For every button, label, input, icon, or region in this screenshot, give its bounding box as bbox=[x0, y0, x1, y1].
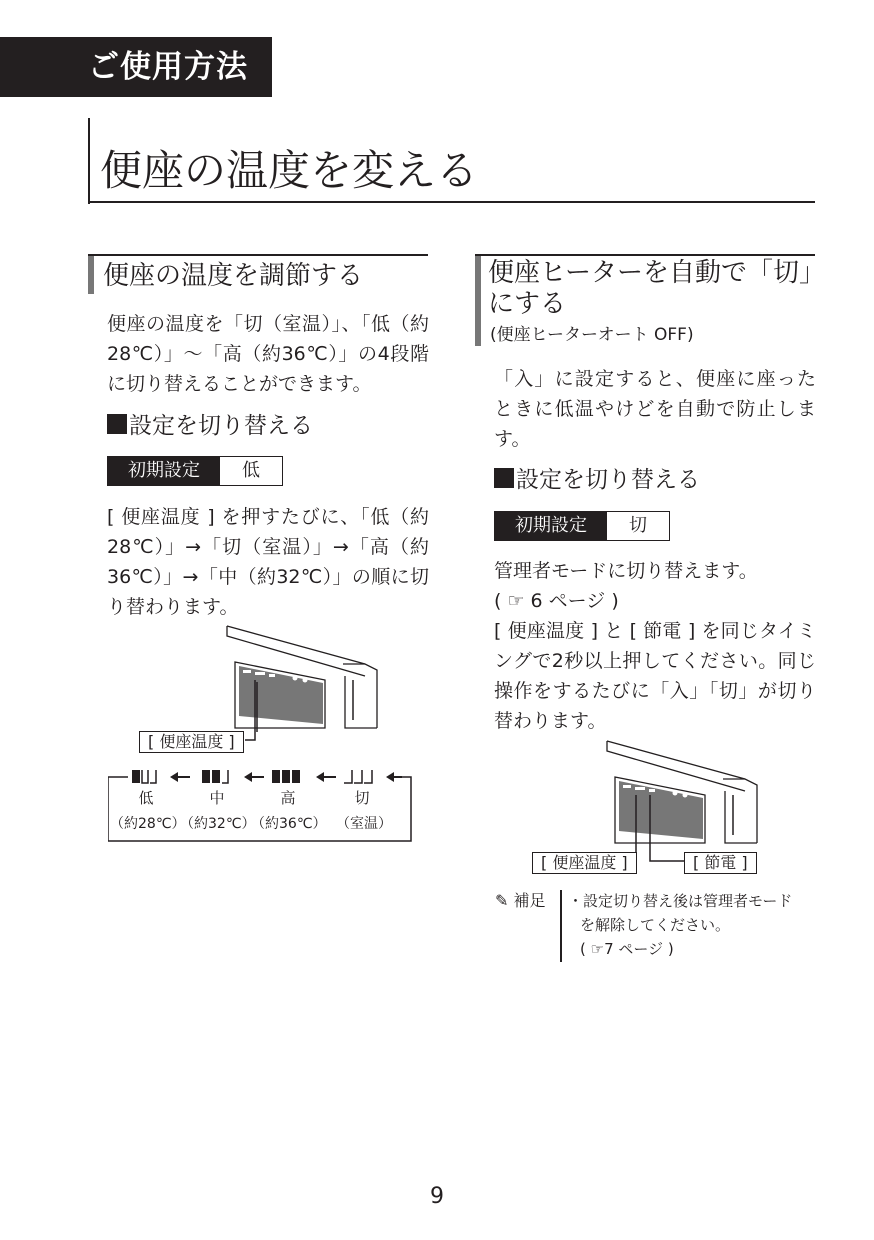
initial-setting-label: 初期設定 bbox=[108, 457, 220, 485]
level-temp-high: （約36℃） bbox=[251, 816, 327, 832]
note bbox=[495, 890, 546, 912]
right-subheading-text: 設定を切り替える bbox=[516, 467, 700, 493]
left-heading-rule bbox=[88, 254, 428, 256]
square-bullet-icon bbox=[107, 414, 127, 434]
left-subheading-text: 設定を切り替える bbox=[129, 413, 313, 439]
pencil-icon: ✎ bbox=[495, 891, 509, 910]
initial-setting-value: 切 bbox=[629, 515, 647, 536]
left-section-heading: 便座の温度を調節する bbox=[103, 261, 364, 291]
seat-temp-button-label: [ 便座温度 ] bbox=[139, 731, 244, 753]
arrow-left-icon bbox=[244, 772, 264, 782]
level-temp-low: （約28℃） bbox=[110, 816, 186, 832]
right-heading-bar bbox=[475, 256, 481, 346]
left-intro-text: 便座の温度を「切（室温）」、「低（約28℃）」～「高（約36℃）」の4段階に切り替えることができます。 bbox=[107, 313, 429, 395]
right-initial-setting bbox=[494, 511, 670, 541]
level-name-low: 低 bbox=[138, 789, 154, 807]
right-body-line1: 管理者モードに切り替えます。 bbox=[494, 560, 758, 582]
left-initial-setting bbox=[107, 456, 283, 486]
level-indicator-low bbox=[132, 770, 156, 783]
arrow-left-icon bbox=[386, 772, 402, 782]
note-ref: ( ☞7 ページ ) bbox=[580, 940, 674, 958]
note-line-1: ・設定切り替え後は管理者モード bbox=[568, 892, 793, 910]
arrow-left-icon bbox=[170, 772, 190, 782]
level-name-off: 切 bbox=[354, 789, 370, 807]
arrow-left-icon bbox=[316, 772, 336, 782]
level-name-mid: 中 bbox=[209, 789, 225, 807]
right-subheading bbox=[494, 464, 700, 496]
right-heading-rule bbox=[475, 254, 815, 256]
note-text bbox=[568, 889, 818, 961]
level-temp-off: （室温） bbox=[336, 816, 392, 832]
right-body-text bbox=[494, 556, 816, 736]
level-temp-mid: （約32℃） bbox=[180, 816, 256, 832]
power-save-button-label: [ 節電 ] bbox=[684, 852, 757, 874]
initial-setting-label: 初期設定 bbox=[495, 512, 607, 540]
square-bullet-icon bbox=[494, 468, 514, 488]
page-number: 9 bbox=[430, 1184, 444, 1209]
section-tag: ご使用方法 bbox=[0, 37, 272, 97]
leader-line-left bbox=[245, 680, 265, 745]
left-body-text: [ 便座温度 ] を押すたびに、「低（約28℃）」→「切（室温）」→「高（約36℃）」→「中（約32℃）」の順に切り替わります。 bbox=[107, 506, 429, 618]
right-intro-text: 「入」に設定すると、便座に座ったときに低温やけどを自動で防止します。 bbox=[494, 368, 816, 450]
right-body-ref: ( ☞ 6 ページ ) bbox=[494, 590, 619, 612]
seat-temp-button-label: [ 便座温度 ] bbox=[532, 852, 637, 874]
initial-setting-value: 低 bbox=[242, 460, 260, 481]
left-subheading bbox=[107, 410, 313, 442]
title-rule-horizontal bbox=[88, 201, 815, 203]
note-label: 補足 bbox=[513, 891, 546, 910]
title-rule-vertical bbox=[88, 118, 90, 204]
right-body-line2: [ 便座温度 ] と [ 節電 ] を同じタイミングで2秒以上押してください。同じ操作をするたびに「入」「切」が切り替わります。 bbox=[494, 620, 816, 732]
level-indicator-off bbox=[344, 770, 372, 783]
level-indicator-mid bbox=[202, 770, 228, 783]
note-line-2: を解除してください。 bbox=[580, 916, 731, 934]
level-name-high: 高 bbox=[280, 789, 296, 807]
level-indicator-high bbox=[272, 770, 300, 783]
page-title: 便座の温度を変える bbox=[100, 146, 479, 195]
left-heading-bar bbox=[88, 256, 94, 294]
right-heading-subtitle: (便座ヒーターオート OFF) bbox=[490, 325, 694, 345]
right-section-heading: 便座ヒーターを自動で「切」にする bbox=[488, 258, 812, 319]
note-divider bbox=[560, 890, 562, 962]
